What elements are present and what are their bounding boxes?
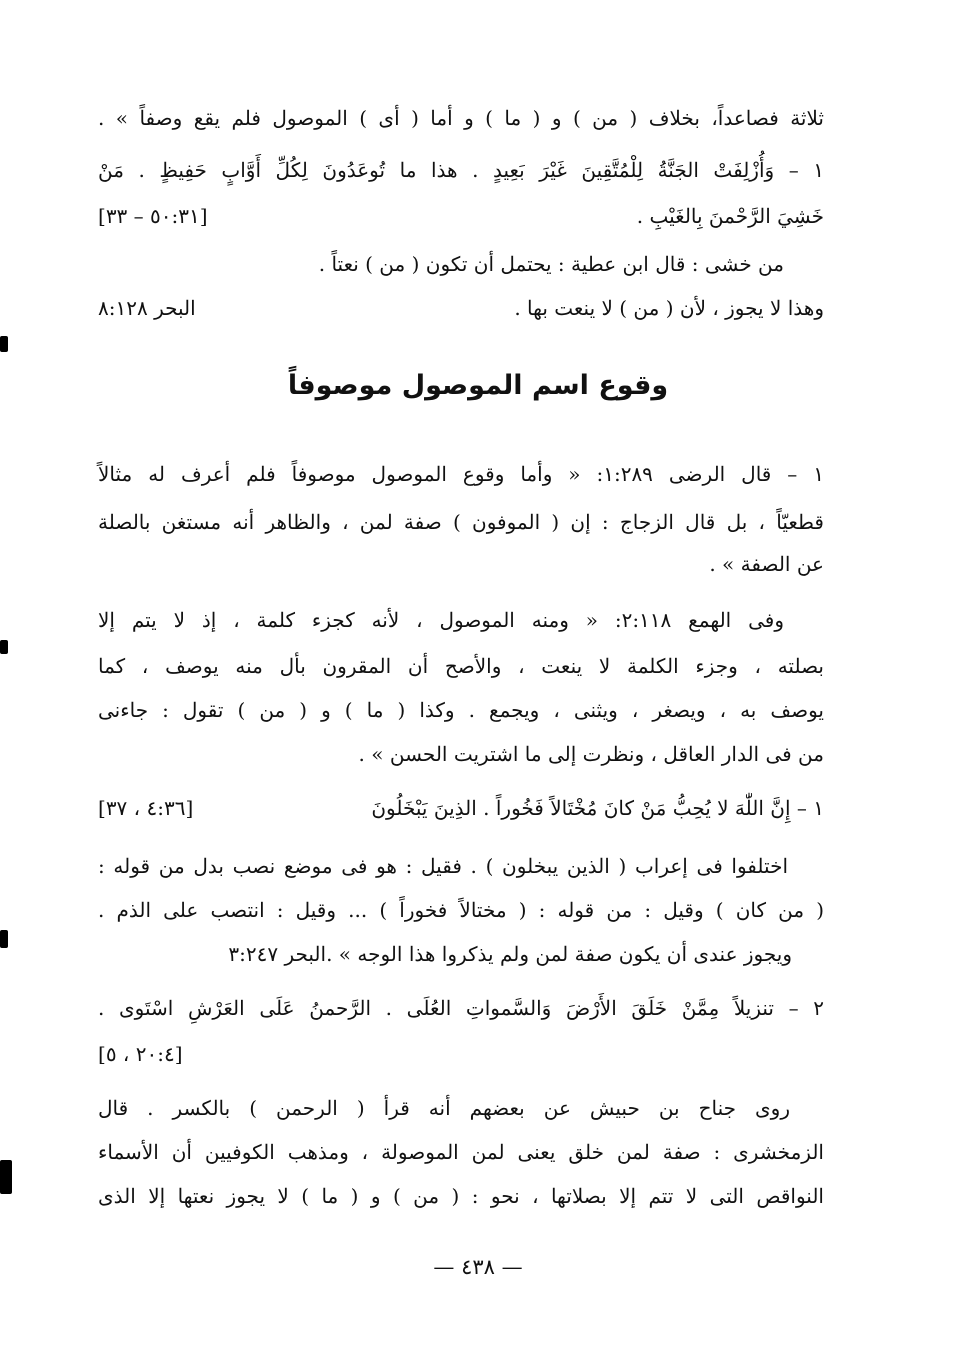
page-number: — ٤٣٨ — xyxy=(433,1255,523,1279)
verse-continuation: خَشِيَ الرَّحْمنَ بِالغَيْبِ . xyxy=(636,204,824,228)
text-line xyxy=(98,294,824,322)
text-line: من خشى : قال ابن عطية : يحتمل أن تكون ( من ) نعتاً . xyxy=(318,252,784,276)
text-line: روى جناح بن حبيش عن بعضهم أنه قرأ ( الرحمن ) بالكسر . قال xyxy=(98,1096,790,1120)
text-line: ويجوز عندى أن يكون صفة لمن ولم يذكروا هذا الوجه » .البحر ٣:٢٤٧ xyxy=(228,942,792,966)
scan-edge-mark xyxy=(0,336,8,352)
scan-edge-mark xyxy=(0,1160,12,1194)
text-line: ثلاثة فصاعداً، بخلاف ( من ) و ( ما ) و أما ( أى ) الموصول فلم يقع وصفاً » . xyxy=(98,106,824,130)
verse-reference: [٤:٣٦ ، ٣٧] xyxy=(98,796,194,820)
verse-text: ١ – إِنَّ اللّٰهَ لا يُحِبُّ مَنْ كانَ مُخْتَالاً فَخُوراً . الذِينَ يَبْخَلُونَ xyxy=(371,796,824,820)
text-line: قطعيّاً ، بل قال الزجاج : إن ( الموفون ) صفة لمن ، والظاهر أنه مستغن بالصلة xyxy=(98,510,824,534)
text-line: النواقص التى لا تتم إلا بصلاتها ، نحو : ( من ) و ( ما ) لا يجوز نعتها إلا الذى xyxy=(98,1184,824,1208)
verse-reference: [٢٠:٤ ، ٥] xyxy=(98,1042,183,1066)
text-line: عن الصفة » . xyxy=(709,552,824,576)
section-heading: وقوع اسم الموصول موصوفاً xyxy=(287,370,669,401)
text-segment: وهذا لا يجوز ، لأن ( من ) لا ينعت بها . xyxy=(514,296,824,320)
source-reference: البحر ٨:١٢٨ xyxy=(98,296,196,320)
text-line: يوصف به ، ويصغر ، ويثنى ، ويجمع . وكذا ( ما ) و ( من ) تقول : جاءنى xyxy=(98,698,824,722)
text-line: ( من كان ) وقيل : من قوله : ( مختالاً فخوراً ) ... وقيل : انتصب على الذم . xyxy=(98,898,824,922)
text-line xyxy=(98,202,824,230)
text-line: بصلته ، وجزء الكلمة لا ينعت ، والأصح أن المقرون بأل منه يوصف ، كما xyxy=(98,654,824,678)
quran-verse-line: ٢ – تنزيلاً مِمَّنْ خَلَقَ الأَرْضَ وَالسَّمواتِ العُلَى . الرَّحمنُ عَلَى العَرْشِ اسْتَوى . xyxy=(98,996,824,1020)
verse-reference: [٥٠:٣١ – ٣٣] xyxy=(98,204,208,228)
text-line: ١ – قال الرضى ١:٢٨٩: « وأما وقوع الموصول موصوفاً فلم أعرف له مثالاً xyxy=(98,462,824,486)
scan-edge-mark xyxy=(0,640,8,654)
quran-verse-line: ١ – وَأُزْلِفَتْ الجَنَّةُ لِلْمُتَّقِينَ غَيْرَ بَعِيدٍ . هذا ما تُوعَدُونَ لِكُلِّ أَوَّابٍ حَفِيظٍ . مَنْ xyxy=(98,158,824,182)
text-line: من فى الدار العاقل ، ونظرت إلى ما اشتريت الحسن » . xyxy=(358,742,824,766)
scan-edge-mark xyxy=(0,930,8,948)
text-line: الزمخشرى : صفة لمن خلق يعنى لمن الموصولة ، ومذهب الكوفيين أن الأسماء xyxy=(98,1140,824,1164)
text-line: اختلفوا فى إعراب ( الذين يبخلون ) . فقيل : هو فى موضع نصب بدل من قوله : xyxy=(98,854,788,878)
text-line: وفى الهمع ٢:١١٨: « ومنه الموصول ، لأنه كجزء كلمة ، إذ لا يتم إلا xyxy=(98,608,784,632)
quran-verse-line xyxy=(98,794,824,822)
